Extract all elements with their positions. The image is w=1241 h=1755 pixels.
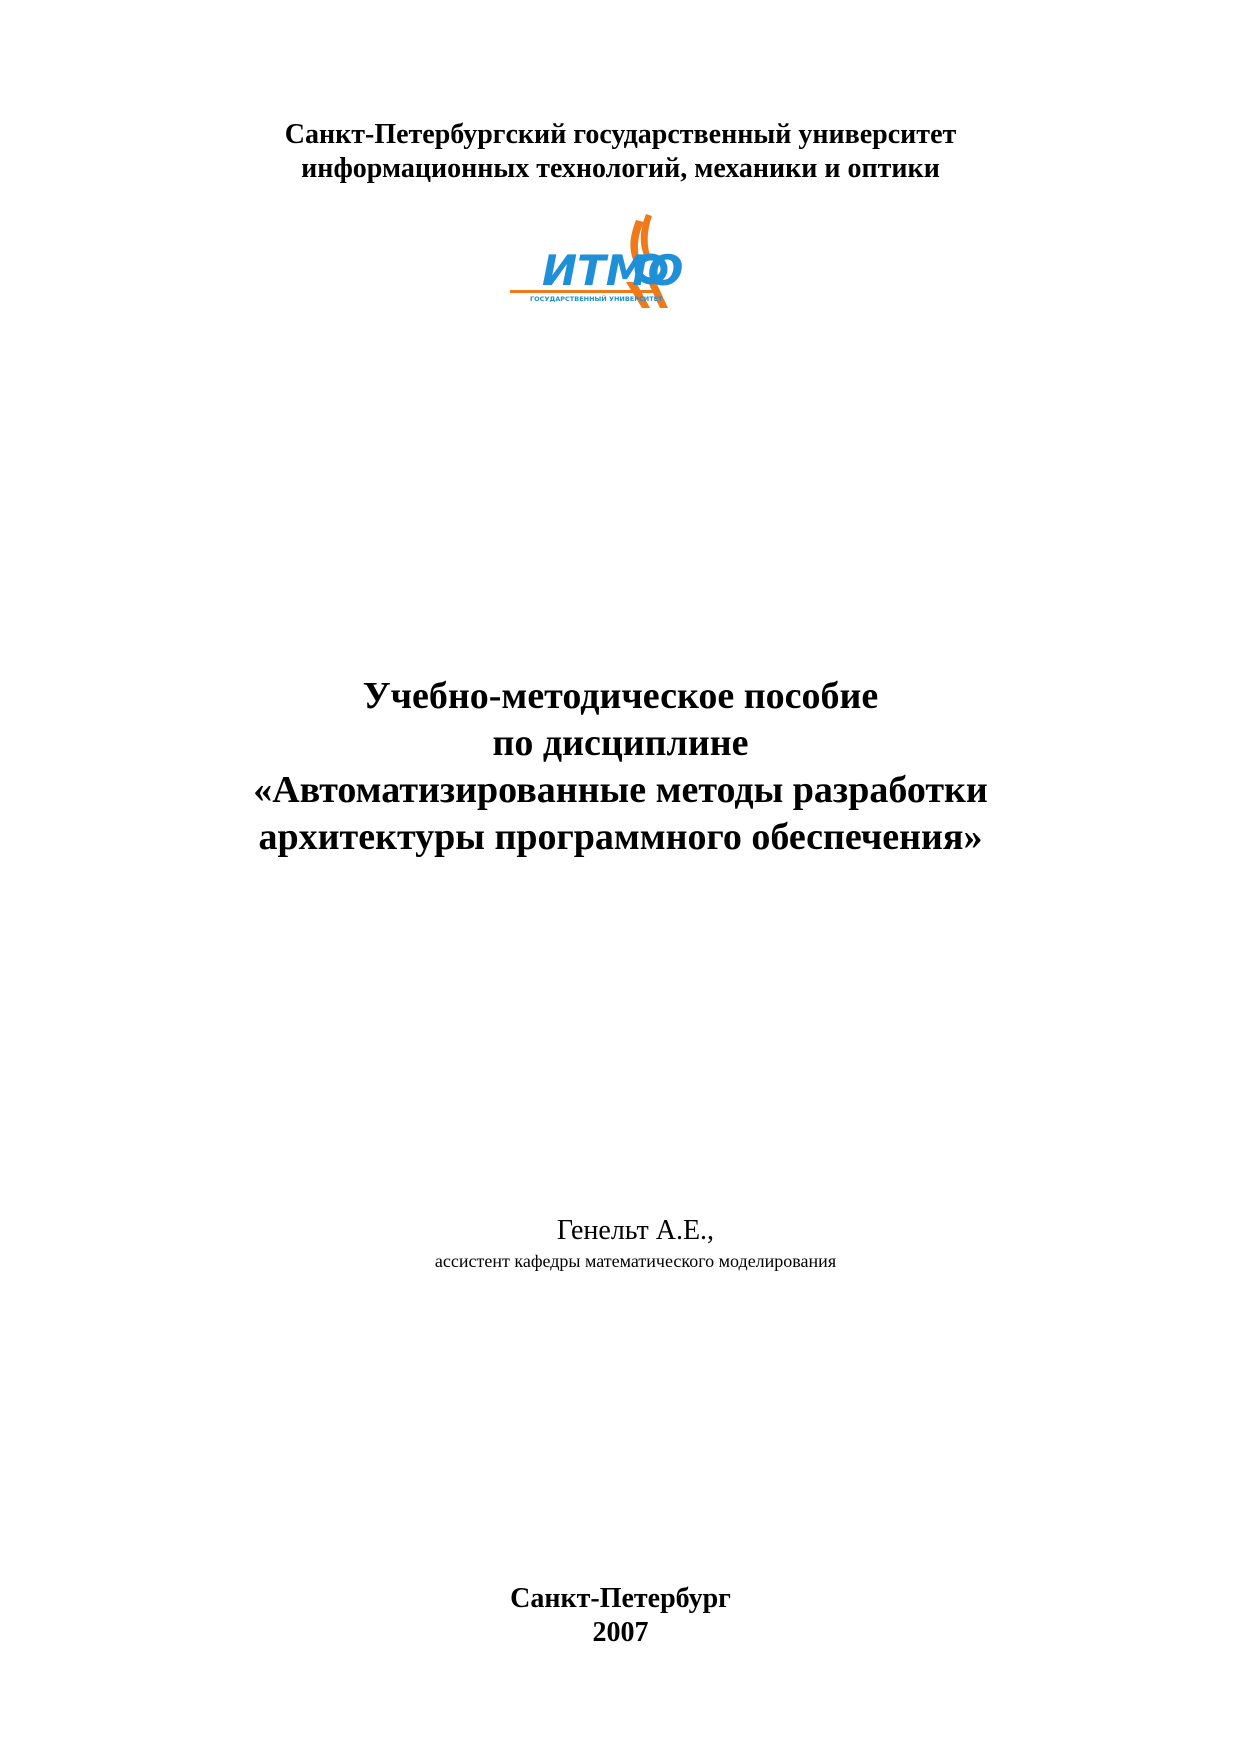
- title-line-1: Учебно-методическое пособие: [362, 675, 879, 717]
- place-and-year: [0, 1582, 1241, 1650]
- logo-letters: ИТМО: [542, 246, 682, 295]
- university-line-2: информационных технологий, механики и оптики: [301, 153, 940, 184]
- university-line-1: Санкт-Петербургский государственный университет: [284, 119, 957, 150]
- year: 2007: [592, 1617, 649, 1648]
- city: Санкт-Петербург: [510, 1583, 731, 1614]
- university-name: [0, 118, 1241, 186]
- itmo-logo-icon: [508, 212, 682, 308]
- author-name: Генельт А.Е.,: [556, 1215, 715, 1246]
- title-line-2: по дисциплине: [492, 722, 749, 764]
- author-position: ассистент кафедры математического моделирования: [434, 1251, 837, 1271]
- logo-subtext: ГОСУДАРСТВЕННЫЙ УНИВЕРСИТЕТ: [530, 295, 663, 303]
- document-title: [0, 673, 1241, 861]
- title-line-4: архитектуры программного обеспечения»: [258, 816, 983, 858]
- title-line-3: «Автоматизированные методы разработки: [253, 769, 988, 811]
